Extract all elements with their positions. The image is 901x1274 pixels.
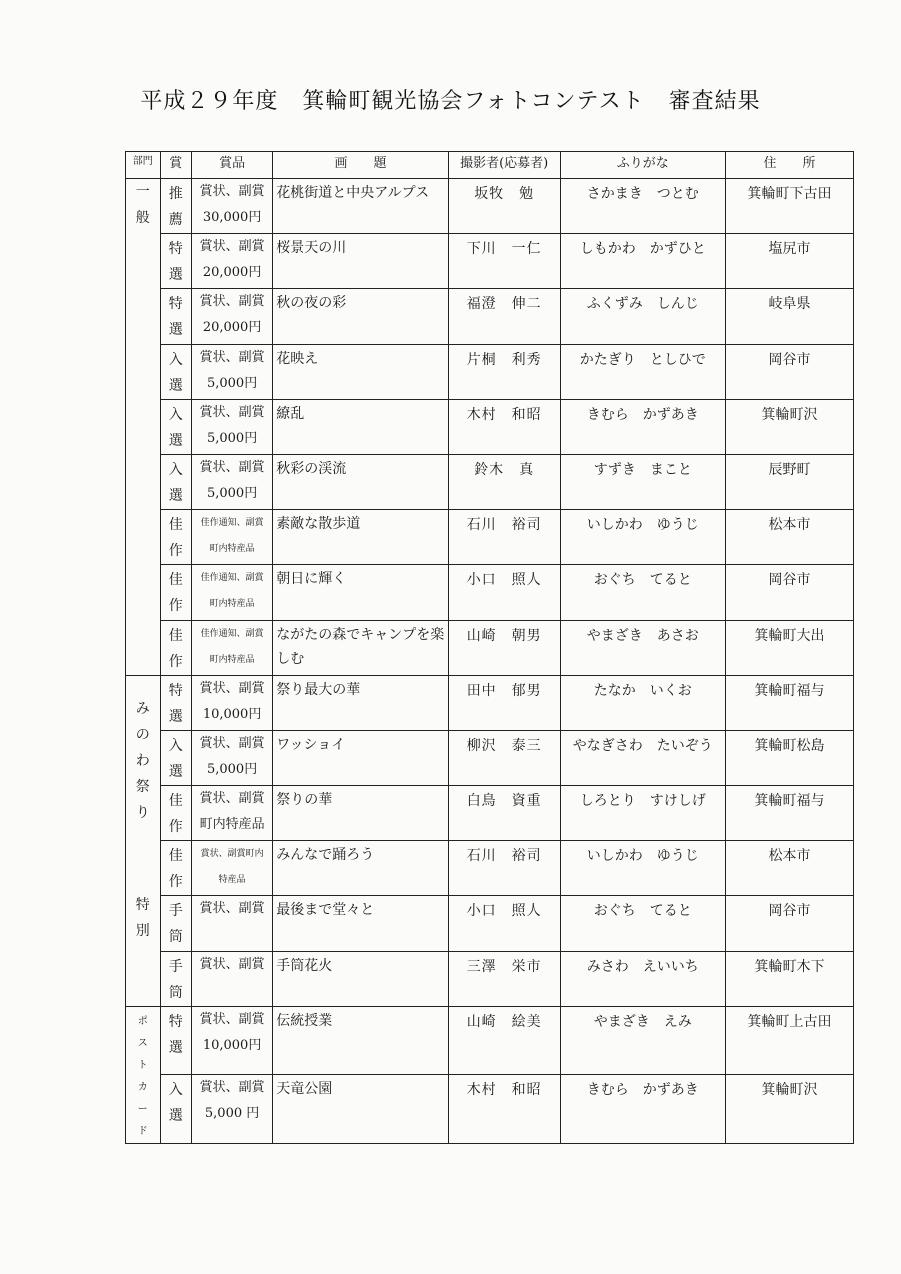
prize-line-1: 賞状、副賞: [199, 349, 265, 365]
prize-cell: [191, 841, 272, 896]
title-cell: [273, 730, 449, 785]
award-label: 手筒: [168, 903, 183, 946]
table-row: [126, 510, 854, 565]
address-text: 松本市: [768, 517, 811, 534]
prize-line-1: 賞状、副賞町内: [200, 849, 264, 860]
header-prize: 賞品: [191, 152, 272, 179]
award-cell: [160, 786, 191, 841]
table-row: [126, 675, 854, 730]
address-cell: [726, 675, 854, 730]
category-general: [126, 179, 161, 676]
prize-line-1: 賞状、副賞: [199, 1080, 265, 1096]
address-cell: [726, 399, 854, 454]
award-label: 入選: [168, 1082, 183, 1125]
furigana-text: かたぎり としひで: [579, 351, 706, 368]
title-cell: [273, 951, 449, 1006]
furigana-text: おぐち てると: [593, 903, 692, 920]
prize-cell: [191, 1075, 272, 1144]
prize-cell: [191, 399, 272, 454]
furigana-text: やまざき えみ: [593, 1013, 692, 1030]
photographer-cell: [448, 730, 560, 785]
title-cell: [273, 289, 449, 344]
furigana-cell: [560, 786, 726, 841]
table-row: [126, 620, 854, 675]
title-cell: [273, 786, 449, 841]
photographer-name: 木村 和昭: [466, 1082, 542, 1099]
address-text: 箕輪町沢: [761, 1082, 818, 1099]
header-category: 部門: [126, 152, 161, 179]
award-cell: [160, 510, 191, 565]
photo-title: ワッショイ: [276, 736, 346, 753]
award-cell: [160, 344, 191, 399]
photographer-cell: [448, 289, 560, 344]
furigana-cell: [560, 179, 726, 234]
prize-line-2: 20,000円: [202, 265, 262, 281]
prize-cell: [191, 234, 272, 289]
award-cell: [160, 1075, 191, 1144]
photographer-name: 山崎 朝男: [466, 627, 542, 644]
photographer-name: 小口 照人: [466, 903, 542, 920]
award-cell: [160, 896, 191, 951]
title-results: 審査結果: [668, 89, 761, 114]
address-text: 箕輪町下古田: [747, 186, 832, 202]
photographer-cell: [448, 675, 560, 730]
title-contest: 箕輪町観光協会フォトコンテスト: [302, 89, 645, 114]
furigana-cell: [560, 1006, 726, 1075]
category-general-label: 一般: [135, 184, 150, 226]
photo-title: 天竜公園: [276, 1081, 333, 1098]
photographer-name: 下川 一仁: [466, 241, 542, 258]
furigana-text: みさわ えいいち: [586, 958, 699, 975]
prize-line-2: 5,000円: [206, 761, 258, 777]
award-label: 特選: [168, 1013, 183, 1056]
address-cell: [726, 620, 854, 675]
title-cell: [273, 896, 449, 951]
award-cell: [160, 620, 191, 675]
photo-title: 祭り最大の華: [276, 681, 361, 698]
prize-line-2: 10,000円: [202, 706, 262, 722]
category-postcard: [126, 1006, 161, 1143]
title-cell: [273, 1075, 449, 1144]
furigana-text: たなか いくお: [593, 682, 692, 699]
category-minowa-special: [126, 675, 161, 1006]
document-title: [0, 84, 901, 115]
title-cell: [273, 565, 449, 620]
award-label: 特選: [168, 296, 183, 339]
furigana-cell: [560, 1075, 726, 1144]
furigana-text: いしかわ ゆうじ: [586, 517, 699, 534]
address-text: 松本市: [768, 848, 811, 865]
title-cell: [273, 1006, 449, 1075]
results-table: [125, 151, 854, 1144]
prize-line-1: 賞状、副賞: [199, 680, 265, 696]
prize-line-2: 特産品: [218, 875, 246, 886]
award-cell: [160, 565, 191, 620]
furigana-cell: [560, 454, 726, 509]
header-furigana: ふりがな: [560, 152, 726, 179]
furigana-cell: [560, 841, 726, 896]
furigana-text: きむら かずあき: [586, 406, 699, 423]
address-text: 岡谷市: [768, 351, 811, 368]
photo-title: 秋の夜の彩: [276, 295, 347, 312]
header-award: 賞: [160, 152, 191, 179]
award-label: 佳作: [168, 793, 183, 836]
photo-title: 花桃街道と中央アルプス: [276, 185, 430, 201]
prize-cell: [191, 565, 272, 620]
address-text: 岡谷市: [768, 903, 811, 920]
photographer-cell: [448, 399, 560, 454]
table-header-row: [126, 152, 854, 179]
table-row: [126, 841, 854, 896]
address-cell: [726, 896, 854, 951]
table-row: [126, 951, 854, 1006]
furigana-text: しろとり すけしげ: [579, 793, 706, 810]
photographer-name: 石川 裕司: [466, 848, 542, 865]
prize-cell: [191, 344, 272, 399]
address-cell: [726, 234, 854, 289]
photographer-name: 白鳥 資重: [466, 793, 542, 810]
address-cell: [726, 510, 854, 565]
prize-cell: [191, 179, 272, 234]
header-photographer: 撮影者(応募者): [448, 152, 560, 179]
title-cell: [273, 454, 449, 509]
prize-line-2: 5,000円: [206, 375, 258, 391]
title-cell: [273, 620, 449, 675]
furigana-text: やなぎさわ たいぞう: [572, 737, 713, 754]
address-text: 岡谷市: [768, 572, 811, 589]
address-text: 箕輪町大出: [754, 627, 825, 644]
table-row: [126, 399, 854, 454]
award-label: 佳作: [168, 517, 183, 560]
prize-line-1: 佳作通知、副賞: [200, 518, 264, 529]
award-label: 特選: [168, 682, 183, 725]
table-row: [126, 1075, 854, 1144]
furigana-text: さかまき つとむ: [586, 186, 699, 202]
prize-line-1: 賞状、副賞: [199, 184, 265, 199]
prize-line-2: 5,000円: [206, 430, 258, 446]
table-row: [126, 234, 854, 289]
photo-title: 繚乱: [276, 405, 305, 422]
prize-cell: [191, 896, 272, 951]
furigana-text: すずき まこと: [593, 461, 692, 478]
furigana-cell: [560, 951, 726, 1006]
table-row: [126, 344, 854, 399]
prize-line-1: 賞状、副賞: [199, 901, 265, 917]
photo-title: 素敵な散歩道: [276, 516, 361, 533]
photographer-name: 木村 和昭: [466, 406, 542, 423]
category-special-label: 特別: [135, 896, 150, 939]
photographer-cell: [448, 786, 560, 841]
furigana-text: おぐち てると: [593, 572, 692, 589]
award-label: 特選: [168, 241, 183, 284]
photographer-cell: [448, 344, 560, 399]
photo-title: 朝日に輝く: [276, 571, 347, 588]
title-year: 平成２９年度: [140, 89, 279, 114]
address-text: 箕輪町松島: [754, 737, 825, 754]
photographer-cell: [448, 510, 560, 565]
title-cell: [273, 675, 449, 730]
prize-line-2: 10,000円: [202, 1037, 262, 1053]
prize-line-1: 賞状、副賞: [199, 1011, 265, 1027]
photo-title: 祭りの華: [276, 792, 333, 809]
prize-cell: [191, 951, 272, 1006]
prize-line-1: 賞状、副賞: [199, 791, 265, 807]
prize-line-1: 賞状、副賞: [199, 735, 265, 751]
address-cell: [726, 951, 854, 1006]
award-cell: [160, 675, 191, 730]
category-minowa-label: みのわ祭り: [135, 700, 150, 821]
furigana-cell: [560, 510, 726, 565]
furigana-cell: [560, 344, 726, 399]
address-cell: [726, 344, 854, 399]
photographer-cell: [448, 1006, 560, 1075]
furigana-cell: [560, 565, 726, 620]
address-text: 塩尻市: [768, 241, 811, 258]
address-text: 箕輪町木下: [754, 958, 825, 975]
award-cell: [160, 399, 191, 454]
furigana-cell: [560, 896, 726, 951]
prize-cell: [191, 786, 272, 841]
award-label: 入選: [168, 737, 183, 780]
furigana-text: ふくずみ しんじ: [586, 296, 699, 313]
prize-line-1: 佳作通知、副賞: [200, 628, 264, 639]
address-cell: [726, 179, 854, 234]
table-row: [126, 896, 854, 951]
prize-line-2: 町内特産品: [199, 817, 265, 833]
prize-cell: [191, 1006, 272, 1075]
address-text: 箕輪町上古田: [747, 1013, 832, 1030]
furigana-text: やまざき あさお: [586, 627, 699, 644]
furigana-cell: [560, 620, 726, 675]
award-label: 入選: [168, 351, 183, 394]
photographer-name: 石川 裕司: [466, 517, 542, 534]
title-cell: [273, 399, 449, 454]
photo-title: 最後まで堂々と: [276, 902, 375, 919]
title-cell: [273, 344, 449, 399]
table-row: [126, 289, 854, 344]
table-row: [126, 454, 854, 509]
prize-cell: [191, 620, 272, 675]
photographer-cell: [448, 841, 560, 896]
photographer-name: 福澄 伸二: [466, 296, 542, 313]
photographer-cell: [448, 896, 560, 951]
photographer-name: 鈴木 真: [474, 461, 535, 478]
photographer-cell: [448, 620, 560, 675]
prize-cell: [191, 454, 272, 509]
photographer-name: 坂牧 勉: [474, 186, 535, 202]
prize-line-2: 5,000 円: [204, 1106, 260, 1122]
award-label: 入選: [168, 406, 183, 449]
award-cell: [160, 179, 191, 234]
photographer-cell: [448, 179, 560, 234]
photo-title: みんなで踊ろう: [276, 847, 375, 864]
award-label: 佳作: [168, 627, 183, 670]
table-row: [126, 179, 854, 234]
photographer-cell: [448, 1075, 560, 1144]
address-cell: [726, 841, 854, 896]
photographer-cell: [448, 234, 560, 289]
title-cell: [273, 841, 449, 896]
prize-line-2: 5,000円: [206, 485, 258, 501]
award-cell: [160, 730, 191, 785]
furigana-cell: [560, 399, 726, 454]
prize-line-1: 賞状、副賞: [199, 294, 265, 310]
address-text: 箕輪町福与: [754, 793, 825, 810]
address-cell: [726, 565, 854, 620]
photo-title: 伝統授業: [276, 1012, 333, 1029]
address-cell: [726, 289, 854, 344]
table-row: [126, 786, 854, 841]
furigana-cell: [560, 730, 726, 785]
award-label: 推薦: [168, 186, 183, 228]
photographer-name: 田中 郁男: [466, 682, 542, 699]
category-postcard-label: ポストカード: [137, 1015, 148, 1137]
furigana-text: いしかわ ゆうじ: [586, 848, 699, 865]
prize-cell: [191, 510, 272, 565]
table-row: [126, 730, 854, 785]
address-text: 岐阜県: [768, 296, 811, 313]
prize-line-2: 町内特産品: [209, 599, 255, 610]
award-cell: [160, 234, 191, 289]
award-cell: [160, 841, 191, 896]
prize-line-1: 賞状、副賞: [199, 404, 265, 420]
address-cell: [726, 454, 854, 509]
photographer-name: 小口 照人: [466, 572, 542, 589]
award-cell: [160, 454, 191, 509]
award-label: 手筒: [168, 958, 183, 1001]
prize-cell: [191, 289, 272, 344]
photographer-name: 片桐 利秀: [466, 351, 542, 368]
furigana-text: きむら かずあき: [586, 1082, 699, 1099]
furigana-text: しもかわ かずひと: [579, 241, 706, 258]
table-row: [126, 565, 854, 620]
furigana-cell: [560, 675, 726, 730]
header-address: 住 所: [726, 152, 854, 179]
table-row: [126, 1006, 854, 1075]
address-cell: [726, 786, 854, 841]
prize-line-1: 賞状、副賞: [199, 956, 265, 972]
photographer-cell: [448, 454, 560, 509]
header-title: 画 題: [273, 152, 449, 179]
title-cell: [273, 234, 449, 289]
photographer-name: 柳沢 泰三: [466, 737, 542, 754]
title-cell: [273, 510, 449, 565]
photographer-cell: [448, 565, 560, 620]
photo-title: 手筒花火: [276, 957, 333, 974]
award-cell: [160, 951, 191, 1006]
prize-line-1: 賞状、副賞: [199, 239, 265, 255]
address-text: 箕輪町沢: [761, 406, 818, 423]
photographer-cell: [448, 951, 560, 1006]
prize-line-2: 町内特産品: [209, 544, 255, 555]
furigana-cell: [560, 234, 726, 289]
address-cell: [726, 1006, 854, 1075]
award-cell: [160, 1006, 191, 1075]
photographer-name: 山崎 絵美: [466, 1013, 542, 1030]
award-label: 入選: [168, 461, 183, 504]
prize-line-1: 佳作通知、副賞: [200, 573, 264, 584]
award-label: 佳作: [168, 572, 183, 615]
photo-title: 桜景天の川: [276, 240, 347, 257]
address-cell: [726, 1075, 854, 1144]
prize-line-1: 賞状、副賞: [199, 459, 265, 475]
address-text: 箕輪町福与: [754, 682, 825, 699]
prize-line-2: 20,000円: [202, 320, 262, 336]
address-text: 辰野町: [768, 461, 811, 478]
prize-line-2: 30,000円: [202, 210, 262, 225]
photographer-name: 三澤 栄市: [466, 958, 542, 975]
prize-cell: [191, 730, 272, 785]
prize-cell: [191, 675, 272, 730]
title-cell: [273, 179, 449, 234]
photo-title: ながたの森でキャンプを楽しむ: [276, 626, 445, 667]
award-cell: [160, 289, 191, 344]
prize-line-2: 町内特産品: [209, 654, 255, 665]
photo-title: 花映え: [276, 350, 319, 367]
furigana-cell: [560, 289, 726, 344]
address-cell: [726, 730, 854, 785]
award-label: 佳作: [168, 848, 183, 891]
photo-title: 秋彩の渓流: [276, 460, 347, 477]
